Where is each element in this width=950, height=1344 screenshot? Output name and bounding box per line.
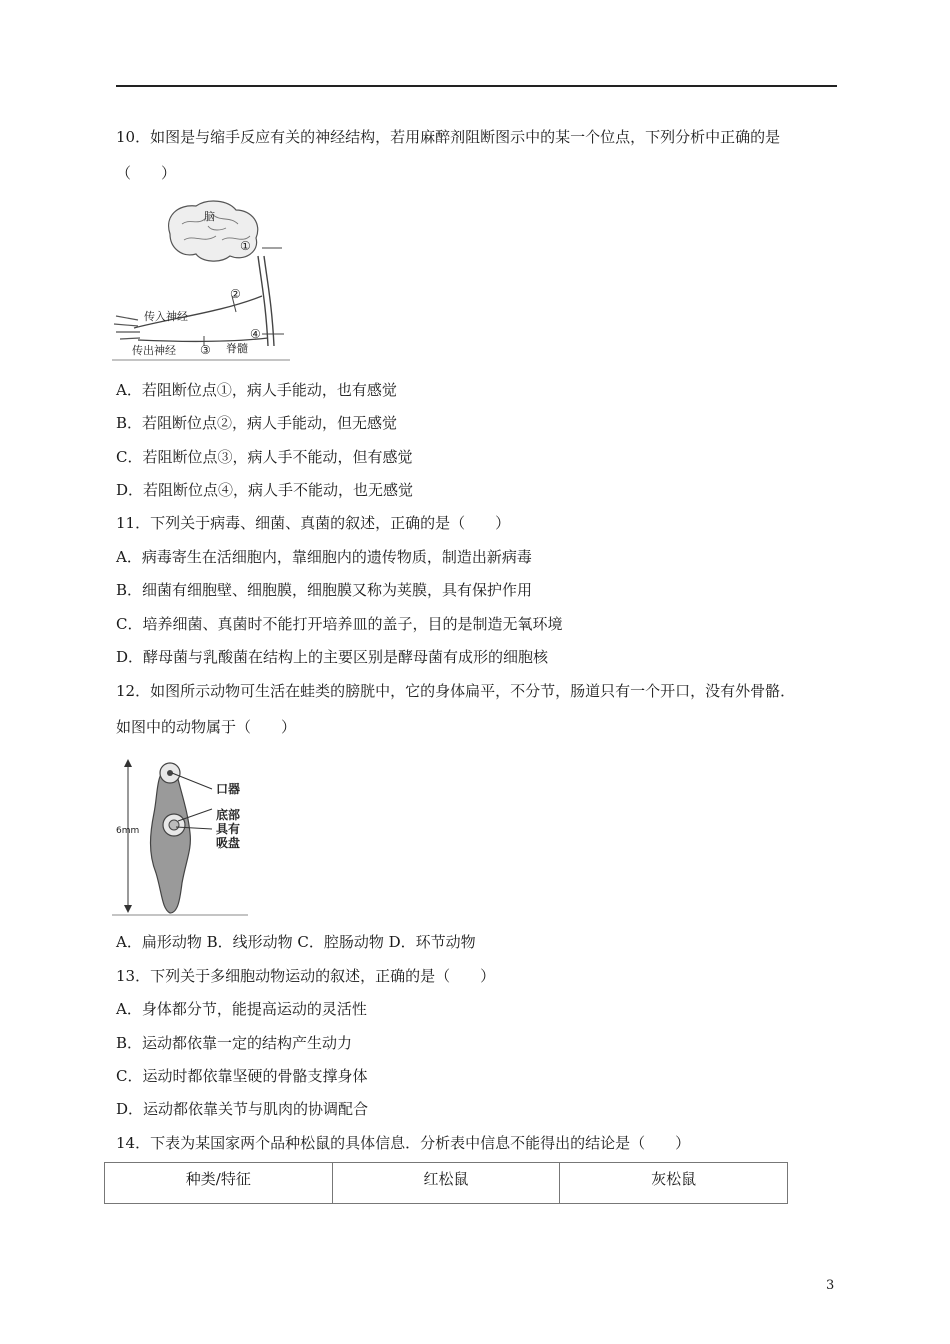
table-header-gray-squirrel: 灰松鼠 [560,1163,788,1204]
brain-label: 脑 [204,210,215,223]
sucker-label-1: 底部 [216,808,241,822]
q12-options: A．扁形动物 B．线形动物 C．腔肠动物 D．环节动物 [116,933,476,951]
length-label: 6mm [116,826,140,836]
q12-stem: 12．如图所示动物可生活在蛙类的膀胱中，它的身体扁平，不分节，肠道只有一个开口，没有外骨骼． [116,682,796,700]
mouth-label: 口器 [216,782,241,796]
spinal-cord-label: 脊髓 [226,342,248,355]
q13-stem: 13．下列关于多细胞动物运动的叙述，正确的是（ ） [116,967,496,985]
q13-option-b: B．运动都依靠一定的结构产生动力 [116,1034,353,1052]
q10-stem: 10．如图是与缩手反应有关的神经结构，若用麻醉剂阻断图示中的某一个位点，下列分析中正确的是 [116,128,781,146]
header-rule [116,85,837,87]
reflex-arc-figure [112,196,292,364]
table-header-type: 种类/特征 [105,1163,333,1204]
afferent-nerve-label: 传入神经 [144,310,188,323]
sucker-label-3: 吸盘 [216,836,241,850]
table-header-row [105,1163,788,1204]
q12-stem-line2: 如图中的动物属于（ ） [116,718,297,736]
squirrel-info-table [104,1162,788,1204]
q10-option-b: B．若阻断位点②，病人手能动，但无感觉 [116,414,398,432]
table-header-red-squirrel: 红松鼠 [332,1163,560,1204]
q14-stem: 14．下表为某国家两个品种松鼠的具体信息．分析表中信息不能得出的结论是（ ） [116,1134,691,1152]
q13-option-c: C．运动时都依靠坚硬的骨骼支撑身体 [116,1067,368,1085]
page-number: 3 [826,1278,835,1293]
point-4-label: ④ [250,327,261,341]
q11-option-c: C．培养细菌、真菌时不能打开培养皿的盖子，目的是制造无氧环境 [116,615,563,633]
flatworm-figure [112,753,252,918]
q10-option-a: A．若阻断位点①，病人手能动，也有感觉 [116,381,397,399]
point-2-label: ② [230,287,241,301]
q11-stem: 11．下列关于病毒、细菌、真菌的叙述，正确的是（ ） [116,514,511,532]
q10-option-c: C．若阻断位点③，病人手不能动，但有感觉 [116,448,413,466]
efferent-nerve-label: 传出神经 [132,344,176,357]
q11-option-a: A．病毒寄生在活细胞内，靠细胞内的遗传物质，制造出新病毒 [116,548,532,566]
point-1-label: ① [240,239,251,253]
q13-option-d: D．运动都依靠关节与肌肉的协调配合 [116,1100,369,1118]
sucker-label-2: 具有 [216,822,241,836]
q10-option-d: D．若阻断位点④，病人手不能动，也无感觉 [116,481,414,499]
q11-option-d: D．酵母菌与乳酸菌在结构上的主要区别是酵母菌有成形的细胞核 [116,648,549,666]
q10-stem-bracket: （ ） [116,164,177,182]
q13-option-a: A．身体都分节，能提高运动的灵活性 [116,1000,367,1018]
q11-option-b: B．细菌有细胞壁、细胞膜，细胞膜又称为荚膜，具有保护作用 [116,581,533,599]
point-3-label: ③ [200,343,211,357]
